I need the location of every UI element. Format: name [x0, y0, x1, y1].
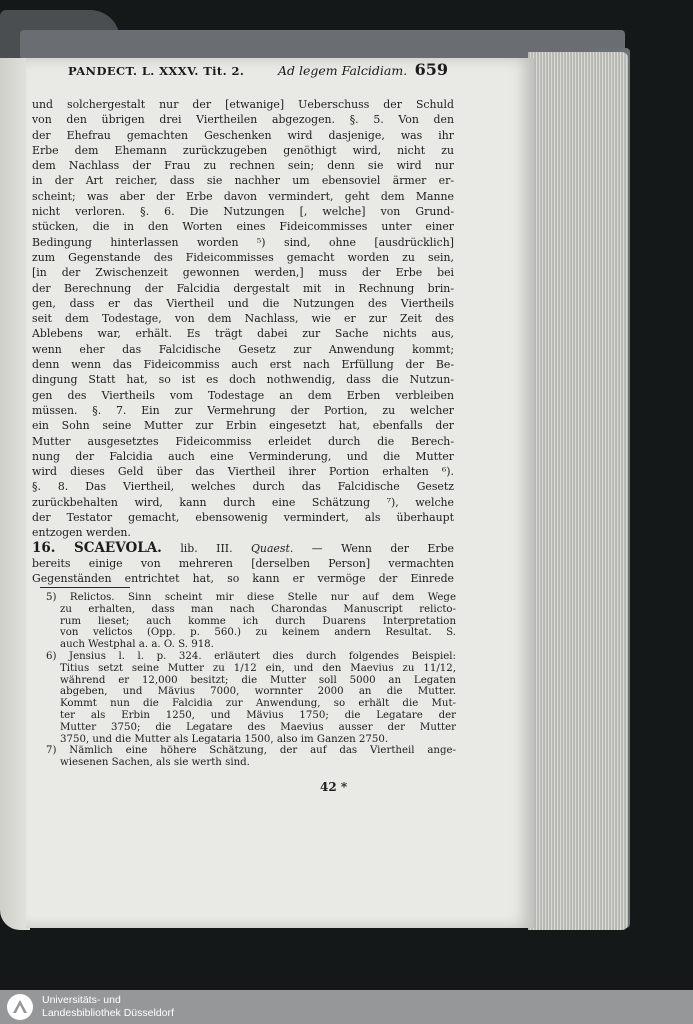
footnote-line: von velictos (Opp. p. 560.) zu keinem andern Resultat. S. [60, 627, 456, 639]
section-author: SCAEVOLA. [73, 540, 162, 556]
text-line: seit dem Todestage, von dem Nachlass, wie er zur Zeit des [32, 312, 454, 326]
library-logo-icon [6, 993, 34, 1021]
text-line: in der Art reicher, dass sie nachher um ebensoviel ärmer er- [32, 174, 454, 188]
page-number: 659 [414, 60, 448, 79]
section-text-line: bereits einige von mehreren [derselben Person] vermachten [32, 556, 454, 570]
section-heading [32, 541, 454, 556]
footnote-line: Mutter 3750; die Legatare des Maevius ausser der Mutter [60, 721, 456, 733]
text-line: der Ehefrau gemachten Geschenken wird dasjenige, was ihr [32, 128, 454, 142]
text-line: gen, dass er das Viertheil und die Nutzungen des Viertheils [32, 296, 454, 310]
footnote-line: rum lieset; auch komme ich durch Duarens Interpretation [60, 615, 456, 627]
text-line: dingung Statt hat, so ist es doch nothwendig, dass die Nutzun- [32, 373, 454, 387]
text-line: nicht verloren. §. 6. Die Nutzungen [, welche] von Grund- [32, 205, 454, 219]
footnote-line: abgeben, und Mävius 7000, wornnter 2000 an die Mutter. [60, 686, 456, 698]
section-quaest: Quaest. [251, 541, 294, 555]
text-line: Ablebens war, erhält. Es trägt dabei zur Sache nichts aus, [32, 327, 454, 341]
footnote-line: wiesenen Sachen, als sie werth sind. [60, 757, 250, 769]
text-line: scheint; was aber der Erbe davon vermindert, geht dem Manne [32, 189, 454, 203]
footnote-line: 6) Jensius l. l. p. 324. erläutert dies durch folgendes Beispiel: [46, 650, 456, 662]
footnote-line: 7) Nämlich eine höhere Schätzung, der auf das Viertheil ange- [46, 745, 456, 757]
text-line: zurückbehalten wird, kann durch eine Schätzung ⁷), welche [32, 495, 454, 509]
text-line: und solchergestalt nur der [etwanige] Ueberschuss der Schuld [32, 98, 454, 111]
text-line: nung der Falcidia auch eine Verminderung, und die Mutter [32, 449, 454, 463]
text-line: von den übrigen drei Viertheilen abgezogen. §. 5. Von den [32, 113, 454, 127]
footnote-line: ter als Erbin 1250, und Mävius 1750; die Legatare der [60, 709, 456, 721]
text-line: dem Nachlass der Frau zu rechnen sein; denn sie wird nur [32, 159, 454, 173]
text-line: zum Gegenstande des Fideicommisses gemacht worden zu sein, [32, 250, 454, 264]
library-footer [0, 990, 693, 1024]
text-line: der Berechnung der Falcidia dergestalt mit in Rechnung brin- [32, 281, 454, 295]
section-book: lib. III. [180, 541, 233, 555]
text-line: gen des Viertheils vom Todestage an dem Erben verbleiben [32, 388, 454, 402]
signature-mark: 42 * [320, 780, 348, 794]
text-line: Erbe dem Ehemann zurückzugeben genöthigt wird, nicht zu [32, 143, 454, 157]
footnote-line: 5) Relictos. Sinn scheint mir diese Stelle nur auf dem Wege [46, 592, 456, 603]
text-line: müssen. §. 7. Ein zur Vermehrung der Portion, zu welcher [32, 403, 454, 417]
text-line: entzogen werden. [32, 526, 131, 540]
section-text-line: Gegenständen entrichtet hat, so kann er vermöge der Einrede [32, 572, 454, 586]
body-lines [32, 97, 454, 541]
page-edges [528, 52, 628, 930]
main-text [32, 97, 454, 587]
footnote-line: Titius setzt seine Mutter zu 1/12 ein, und den Maevius zu 11/12, [60, 662, 456, 674]
footnote-line: auch Westphal a. a. O. S. 918. [60, 639, 214, 651]
text-line: [in der Zwischenzeit gewonnen werden,] muss der Erbe bei [32, 266, 454, 280]
header-title: PANDECT. L. XXXV. Tit. 2. [68, 64, 245, 78]
header-subtitle: Ad legem Falcidiam. [278, 63, 408, 78]
text-line: wenn eher das Falcidische Gesetz zur Anwendung kommt; [32, 342, 454, 356]
footnote-line: während er 12,000 besitzt; die Mutter soll 5000 an Legaten [60, 674, 456, 686]
running-header [68, 62, 448, 82]
text-line: §. 8. Das Viertheil, welches durch das Falcidische Gesetz [32, 480, 454, 494]
text-line: wird dieses Geld über das Viertheil ihrer Portion erhalten ⁶). [32, 465, 454, 479]
text-line: ein Sohn seine Mutter zur Erbin eingesetzt hat, ebenfalls der [32, 419, 454, 433]
footnotes [46, 592, 456, 769]
text-line: stücken, die in den Worten eines Fideicommisses unter einer [32, 220, 454, 234]
footnote-rule [40, 587, 130, 588]
text-line: Mutter ausgesetztes Fideicommiss erleidet durch die Berech- [32, 434, 454, 448]
text-line: denn wenn das Fideicommiss auch erst nach Erfüllung der Be- [32, 358, 454, 372]
section-lines [32, 556, 454, 587]
library-name-line2: Landesbibliothek Düsseldorf [42, 1007, 174, 1019]
footnote-line: Kommt nun die Falcidia zur Anwendung, so erhält die Mut- [60, 698, 456, 710]
text-line: der Testator gemacht, ebensowenig vermindert, als überhaupt [32, 511, 454, 525]
library-name [42, 994, 174, 1020]
footnote-line: 3750, und die Mutter als Legataria 1500, also im Ganzen 2750. [60, 733, 389, 745]
text-line: Bedingung hinterlassen worden ⁵) sind, ohne [ausdrücklich] [32, 235, 454, 249]
section-lead: — Wenn der Erbe [311, 541, 454, 555]
footnote-line: zu erhalten, dass man nach Charondas Manuscript relicto- [60, 603, 456, 615]
section-number: 16. [32, 540, 56, 556]
library-name-line1: Universitäts- und [42, 994, 121, 1006]
